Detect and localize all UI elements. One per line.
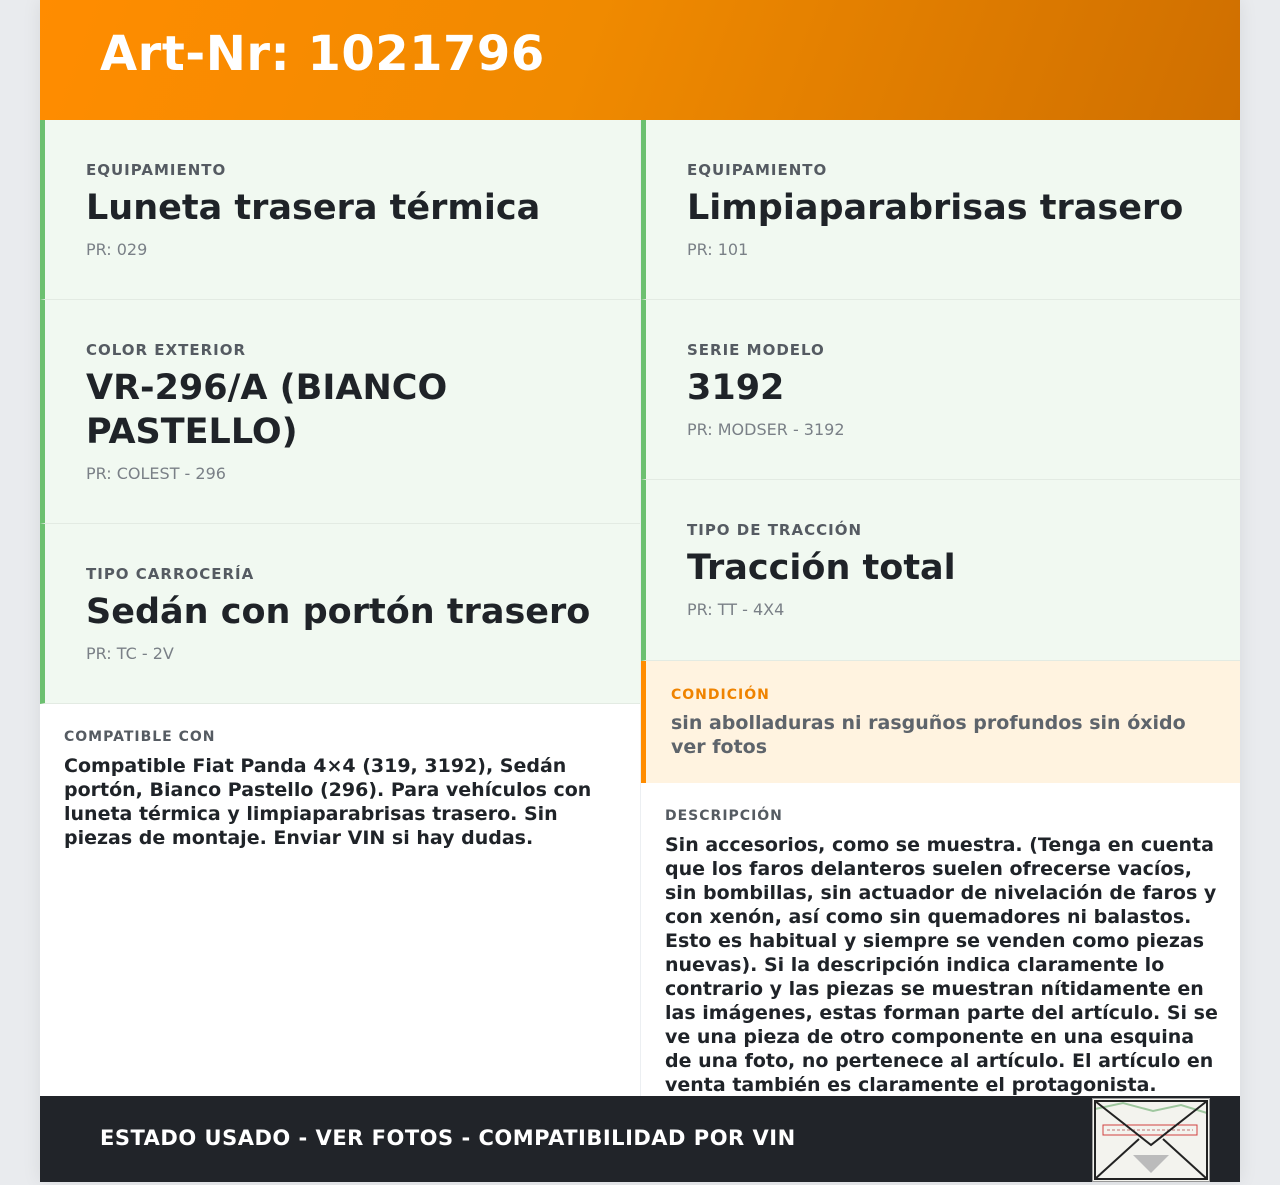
spec-pr-code: PR: MODSER - 3192 (687, 420, 845, 439)
spec-label: TIPO CARROCERÍA (86, 565, 255, 583)
spec-value: Luneta trasera térmica (86, 188, 541, 228)
compatible-text: Compatible Fiat Panda 4×4 (319, 3192), Sedán portón, Bianco Pastello (296). Para vehículos con luneta térmica y limpiaparabrisas trasero. Sin piezas de montaje. Enviar VIN si hay dudas. (64, 755, 592, 849)
spec-label: TIPO DE TRACCIÓN (687, 521, 862, 539)
compatible-label: COMPATIBLE CON (64, 729, 216, 745)
spec-pr-code: PR: COLEST - 296 (86, 464, 226, 483)
spec-card-model-series (641, 300, 1240, 480)
footer-status-text: ESTADO USADO - VER FOTOS - COMPATIBILIDAD POR VIN (100, 1126, 796, 1150)
condition-card (641, 661, 1240, 783)
right-column (640, 120, 1240, 1096)
spec-card-exterior-color (40, 300, 640, 524)
spec-card-drive-type (641, 480, 1240, 661)
article-sheet (40, 0, 1240, 1182)
spec-value: Sedán con portón trasero (86, 592, 591, 632)
spec-pr-code: PR: 029 (86, 240, 148, 259)
description-label: DESCRIPCIÓN (665, 808, 783, 824)
compatible-section (40, 704, 640, 1096)
spec-pr-code: PR: 101 (687, 240, 749, 259)
spec-card-equipment-rear-wiper (641, 120, 1240, 300)
condition-text: sin abolladuras ni rasguños profundos sin óxido ver fotos (671, 712, 1186, 758)
spec-label: COLOR EXTERIOR (86, 341, 247, 359)
spec-card-equipment-heated-rear-window (40, 120, 640, 300)
spec-pr-code: PR: TC - 2V (86, 644, 174, 663)
spec-value: VR-296/A (BIANCO PASTELLO) (86, 368, 448, 452)
description-section (641, 783, 1240, 1096)
condition-label: CONDICIÓN (671, 687, 770, 703)
spec-value: 3192 (687, 368, 785, 408)
spec-value: Limpiaparabrisas trasero (687, 188, 1184, 228)
footer-bar (40, 1096, 1240, 1182)
article-number-title: Art-Nr: 1021796 (100, 26, 545, 82)
spec-label: EQUIPAMIENTO (86, 161, 227, 179)
description-text: Sin accesorios, como se muestra. (Tenga en cuenta que los faros delanteros suelen ofrecerse vacíos, sin bombillas, sin actuador de nivelación de faros y con xenón, así como sin quemadores ni balastos. Esto es habitual y siempre se venden como piezas nuevas). Si la descripción indica claramente lo contrario y las piezas se muestran nítidamente en las imágenes, estas forman parte del artículo. Si se ve una pieza de otro componente en una esquina de una foto, no pertenece al artículo. El artículo en venta también es claramente el protagonista. (665, 834, 1218, 1096)
article-header (40, 0, 1240, 120)
envelope-stamp-graphic (1093, 1099, 1209, 1181)
left-column (40, 120, 640, 1096)
envelope-stamp-icon (1092, 1098, 1210, 1182)
spec-pr-code: PR: TT - 4X4 (687, 600, 785, 619)
spec-label: EQUIPAMIENTO (687, 161, 828, 179)
spec-card-body-type (40, 524, 640, 704)
spec-value: Tracción total (687, 548, 956, 588)
spec-label: SERIE MODELO (687, 341, 825, 359)
